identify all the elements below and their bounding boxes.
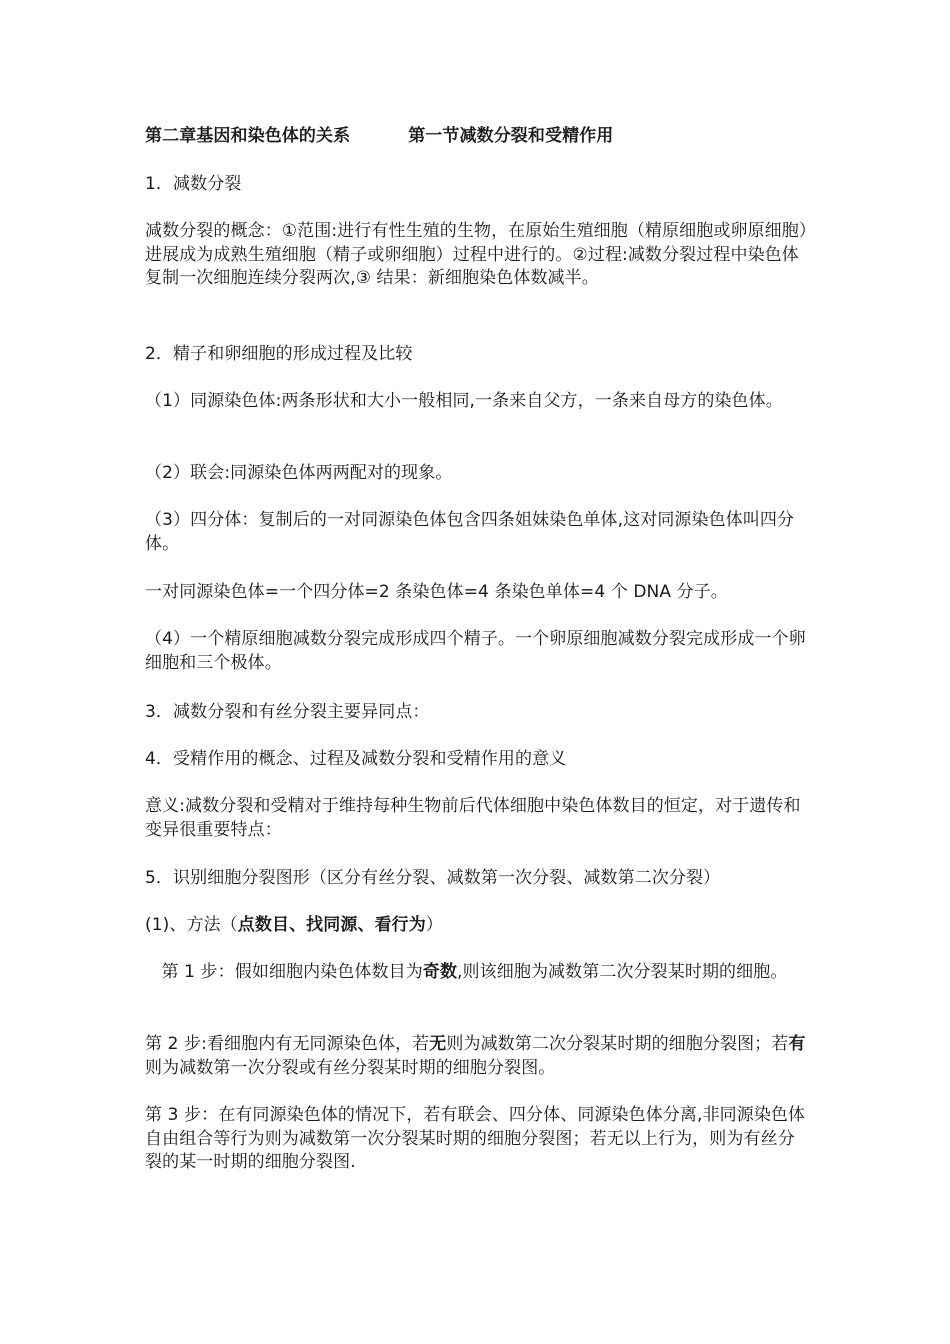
paragraph-method [145,914,810,938]
step2-text-a: 第 2 步:看细胞内有无同源染色体，若 [145,1034,430,1054]
heading-fertilization: 4．受精作用的概念、过程及减数分裂和受精作用的意义 [145,749,567,769]
step2-keyword-has: 有 [788,1034,806,1054]
paragraph-step-3: 第 3 步：在有同源染色体的情况下，若有联会、四分体、同源染色体分离,非同源染色体自由组合等行为则为减数第一次分裂某时期的细胞分裂图；若无以上行为，则为有丝分裂的某一时期的细胞分裂图. [145,1105,806,1172]
method-keywords: 点数目、找同源、看行为 [237,915,426,935]
step2-keyword-none: 无 [429,1034,447,1054]
paragraph-tetrad: （3）四分体：复制后的一对同源染色体包含四条姐妹染色单体,这对同源染色体叫四分体。 [145,510,795,554]
paragraph-meiosis-concept: 减数分裂的概念：①范围:进行有性生殖的生物，在原始生殖细胞（精原细胞或卵原细胞）进展成为成熟生殖细胞（精子或卵细胞）过程中进行的。②过程:减数分裂过程中染色体复制一次细胞连续分裂两次,③ 结果：新细胞染色体数减半。 [145,221,808,288]
step2-text-e: 则为减数第一次分裂或有丝分裂某时期的细胞分裂图。 [145,1057,556,1078]
paragraph-synapsis: （2）联会:同源染色体两两配对的现象。 [145,463,453,483]
heading-gamete-formation: 2．精子和卵细胞的形成过程及比较 [145,344,413,364]
paragraph-step-2 [145,1033,810,1080]
heading-comparison: 3．减数分裂和有丝分裂主要异同点： [145,702,430,722]
heading-identify-division: 5．识别细胞分裂图形（区分有丝分裂、减数第一次分裂、减数第二次分裂） [145,868,721,888]
method-prefix: (1)、方法（ [145,915,238,935]
page-title [145,125,810,149]
section-title: 第一节减数分裂和受精作用 [408,126,614,146]
paragraph-homologous-chromosomes: （1）同源染色体:两条形状和大小一般相同,一条来自父方，一条来自母方的染色体。 [145,391,783,411]
step2-text-c: 则为减数第二次分裂某时期的细胞分裂图；若 [446,1034,789,1054]
paragraph-step-1 [145,961,810,985]
paragraph-gamete-count: （4）一个精原细胞减数分裂完成形成四个精子。一个卵原细胞减数分裂完成形成一个卵细胞和三个极体。 [145,629,806,673]
step1-text-a: 第 1 步：假如细胞内染色体数目为 [145,962,423,982]
heading-meiosis: 1．减数分裂 [145,174,242,194]
paragraph-tetrad-equation: 一对同源染色体=一个四分体=2 条染色体=4 条染色单体=4 个 DNA 分子。 [145,582,728,602]
step1-keyword: 奇数 [422,962,458,982]
paragraph-significance: 意义:减数分裂和受精对于维持每种生物前后代体细胞中染色体数目的恒定，对于遗传和变异很重要特点： [145,796,801,840]
step1-text-c: ,则该细胞为减数第二次分裂某时期的细胞。 [457,962,788,982]
chapter-title: 第二章基因和染色体的关系 [145,126,351,146]
method-suffix: ） [425,915,443,935]
